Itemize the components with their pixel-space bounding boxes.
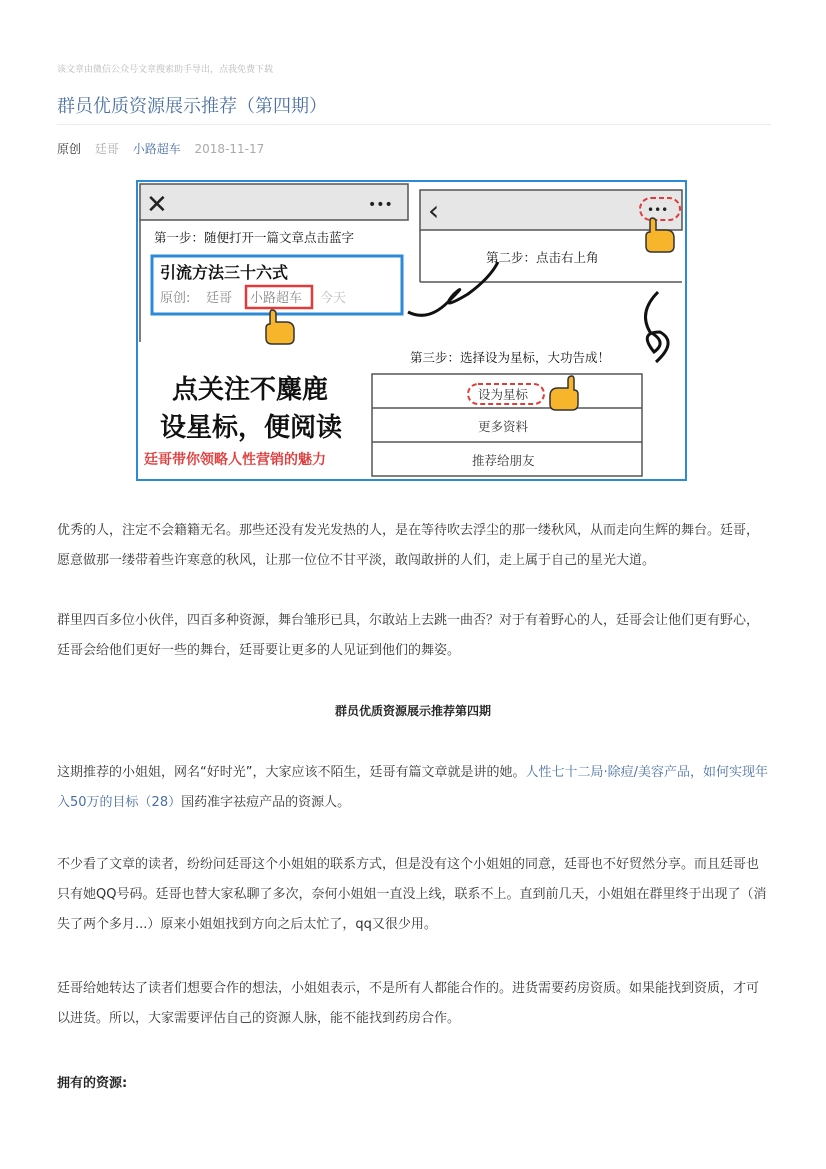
step1-text: 第一步：随便打开一篇文章点击蓝字 [154, 230, 355, 245]
close-icon: ✕ [146, 190, 168, 220]
slogan-line1: 点关注不麋鹿 [172, 375, 329, 405]
menu-item-more: 更多资料 [478, 419, 529, 434]
arrow-icon [408, 262, 498, 315]
author-name: 廷哥 [94, 142, 119, 156]
article-title: 群员优质资源展示推荐（第四期） [57, 96, 327, 117]
step3-text: 第三步：选择设为星标，大功告成！ [410, 350, 611, 365]
account-link[interactable]: 小路超车 [132, 142, 181, 156]
paragraph-5: 廷哥给她转达了读者们想要合作的想法，小姐姐表示，不是所有人都能合作的。进货需要药房资质。如果能找到资质，才可以进货。所以，大家需要评估自己的资源人脉，能不能找到药房合作。 [57, 981, 760, 1026]
article-card-account: 小路超车 [250, 291, 303, 306]
article-card-time: 今天 [320, 291, 347, 306]
article-card-title: 引流方法三十六式 [160, 263, 289, 282]
right-phone-header [420, 190, 682, 230]
paragraph-2: 群里四百多位小伙伴，四百多种资源，舞台雏形已具，尔敢站上去跳一曲否？对于有着野心的人，廷哥会让他们更有野心，廷哥会给他们更好一些的舞台，廷哥要让更多的人见证到他们的舞姿。 [57, 613, 760, 658]
slogan-line2: 设星标，便阅读 [160, 413, 343, 443]
original-tag: 原创 [57, 142, 82, 156]
article-card-orig: 原创: [160, 291, 191, 306]
section-subheading: 群员优质资源展示推荐第四期 [334, 704, 491, 718]
paragraph-1: 优秀的人，注定不会籍籍无名。那些还没有发光发热的人，是在等待吹去浮尘的那一缕秋风，从而走向生辉的舞台。廷哥，愿意做那一缕带着些许寒意的秋风，让那一位位不甘平淡，敢闯敢拼的人们，走上属于自己的星光大道。 [57, 523, 760, 568]
paragraph-3 [57, 758, 771, 818]
paragraph-4: 不少看了文章的读者，纷纷问廷哥这个小姐姐的联系方式，但是没有这个小姐姐的同意，廷哥也不好贸然分享。而且廷哥也只有她QQ号码。廷哥也替大家私聊了多次，奈何小姐姐一直没上线，联系不上。直到前几天，小姐姐在群里终于出现了（消失了两个多月...）原来小姐姐找到方向之后太忙了，qq又很少用。 [57, 857, 767, 932]
more-icon: ••• [368, 197, 393, 213]
related-article-link[interactable]: 人性七十二局·除痘/美容产品，如何实现年入50万的目标（28） [57, 765, 768, 810]
back-icon: ‹ [428, 194, 440, 227]
article-meta [57, 140, 274, 157]
export-notice[interactable]: 该文章由微信公众号文章搜索助手导出，点我免费下载 [57, 65, 274, 75]
resources-heading: 拥有的资源: [57, 1076, 128, 1091]
more-icon-right: ••• [647, 203, 669, 217]
paragraph-3-text: 这期推荐的小姐姐，网名“好时光”，大家应该不陌生，廷哥有篇文章就是讲的她。 [57, 765, 526, 780]
step2-text: 第二步：点击右上角 [486, 250, 599, 265]
follow-guide-banner [136, 180, 687, 481]
publish-date: 2018-11-17 [194, 142, 265, 156]
paragraph-3-tail: 国药准字祛痘产品的资源人。 [181, 795, 351, 810]
menu-item-star: 设为星标 [478, 387, 529, 402]
article-card-author: 廷哥 [206, 291, 233, 306]
menu-item-share: 推荐给朋友 [472, 453, 535, 468]
slogan-line3: 廷哥带你领略人性营销的魅力 [144, 452, 326, 468]
title-divider [57, 124, 771, 125]
arrow-icon [646, 292, 669, 362]
